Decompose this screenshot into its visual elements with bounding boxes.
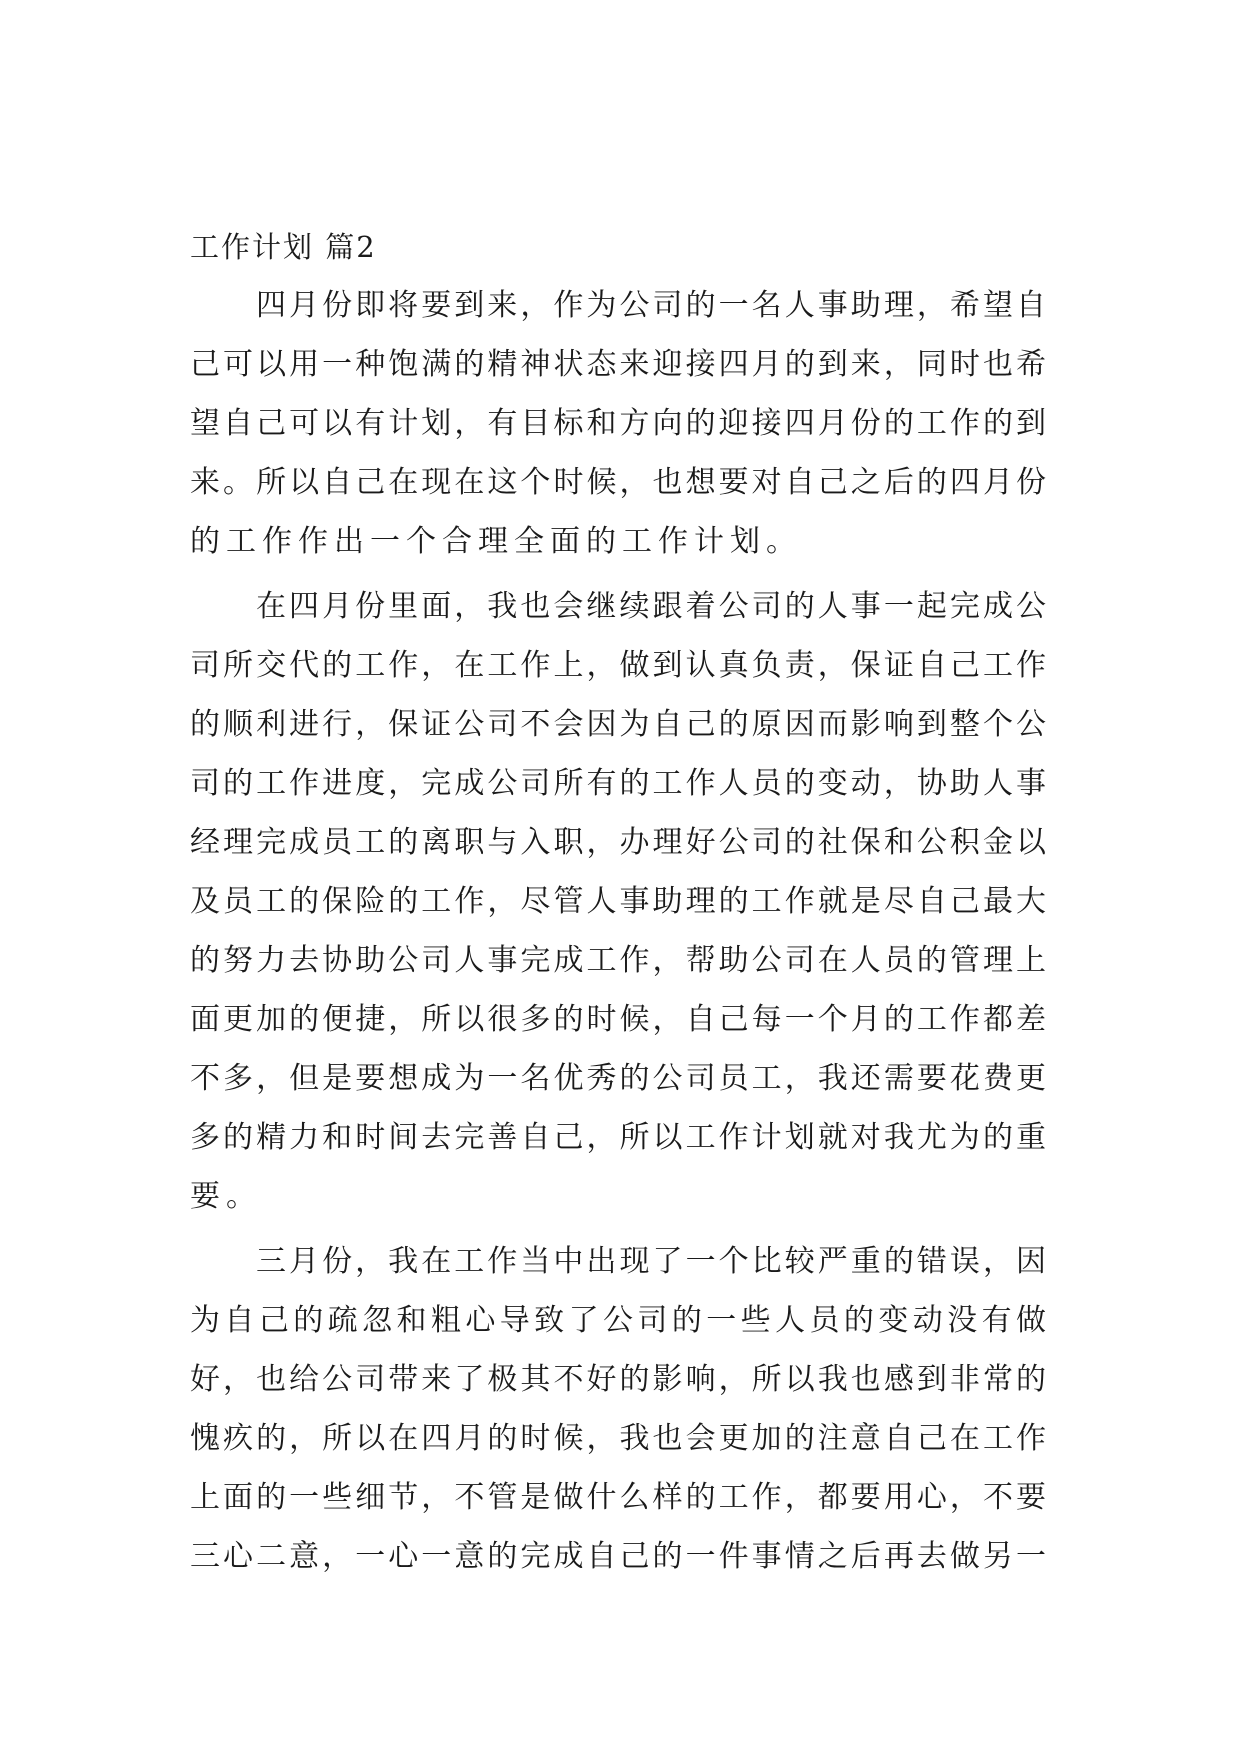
paragraph-line: 望自己可以有计划，有目标和方向的迎接四月份的工作的到 bbox=[190, 406, 1046, 441]
paragraph-line: 在四月份里面，我也会继续跟着公司的人事一起完成公 bbox=[256, 589, 1046, 624]
paragraph-line: 己可以用一种饱满的精神状态来迎接四月的到来，同时也希 bbox=[190, 347, 1046, 382]
paragraph-1 bbox=[190, 276, 1046, 571]
paragraph-line: 三月份，我在工作当中出现了一个比较严重的错误，因 bbox=[256, 1244, 1046, 1279]
paragraph-line: 及员工的保险的工作，尽管人事助理的工作就是尽自己最大 bbox=[190, 884, 1046, 919]
paragraph-line: 四月份即将要到来，作为公司的一名人事助理，希望自 bbox=[256, 288, 1046, 323]
paragraph-line: 上面的一些细节，不管是做什么样的工作，都要用心，不要 bbox=[190, 1480, 1046, 1515]
paragraph-line: 三心二意，一心一意的完成自己的一件事情之后再去做另一 bbox=[190, 1539, 1046, 1574]
paragraph-2 bbox=[190, 577, 1046, 1226]
document-heading: 工作计划 篇2 bbox=[190, 230, 377, 264]
paragraph-line: 司所交代的工作，在工作上，做到认真负责，保证自己工作 bbox=[190, 648, 1046, 683]
paragraph-line: 为自己的疏忽和粗心导致了公司的一些人员的变动没有做 bbox=[190, 1303, 1046, 1338]
paragraph-line: 的工作作出一个合理全面的工作计划。 bbox=[190, 524, 802, 559]
paragraph-line: 司的工作进度，完成公司所有的工作人员的变动，协助人事 bbox=[190, 766, 1046, 801]
paragraph-line: 要。 bbox=[190, 1179, 262, 1214]
paragraph-line: 来。所以自己在现在这个时候，也想要对自己之后的四月份 bbox=[190, 465, 1046, 500]
paragraph-line: 愧疚的，所以在四月的时候，我也会更加的注意自己在工作 bbox=[190, 1421, 1046, 1456]
paragraph-line: 不多，但是要想成为一名优秀的公司员工，我还需要花费更 bbox=[190, 1061, 1046, 1096]
document-body bbox=[190, 218, 1046, 1586]
paragraph-line: 多的精力和时间去完善自己，所以工作计划就对我尤为的重 bbox=[190, 1120, 1046, 1155]
paragraph-line: 面更加的便捷，所以很多的时候，自己每一个月的工作都差 bbox=[190, 1002, 1046, 1037]
paragraph-line: 的顺利进行，保证公司不会因为自己的原因而影响到整个公 bbox=[190, 707, 1046, 742]
paragraph-line: 好，也给公司带来了极其不好的影响，所以我也感到非常的 bbox=[190, 1362, 1046, 1397]
paragraph-line: 经理完成员工的离职与入职，办理好公司的社保和公积金以 bbox=[190, 825, 1046, 860]
paragraph-3 bbox=[190, 1232, 1046, 1586]
paragraph-line: 的努力去协助公司人事完成工作，帮助公司在人员的管理上 bbox=[190, 943, 1046, 978]
